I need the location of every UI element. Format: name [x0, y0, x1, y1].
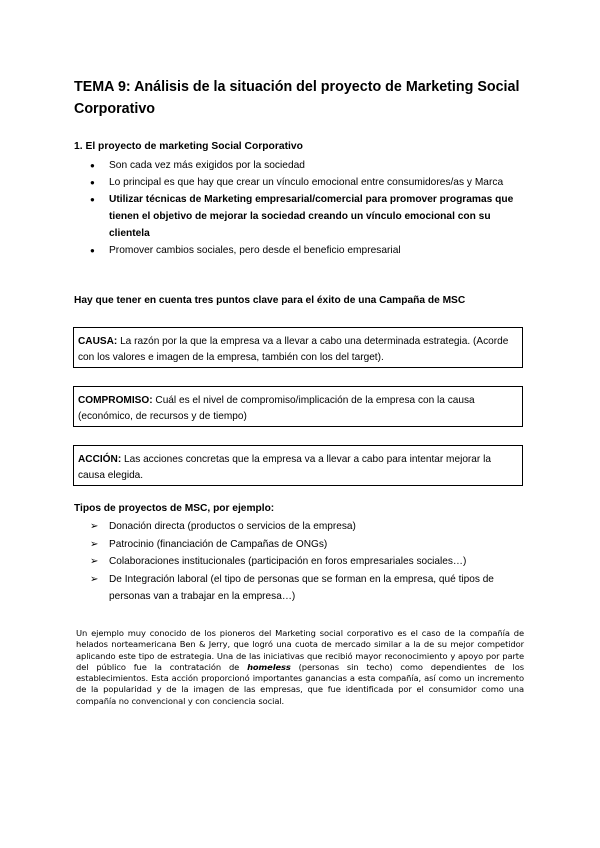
compromiso-box: [73, 386, 523, 427]
paragraph-text: (personas sin techo) como dependientes de los establecimientos. Esta acción proporcionó importantes ganancias a esta compañía, así como un incremento de la popularidad y de la imagen de las empresas, que fue identificada por el consumidor como una compañía no convencional y con conciencia social.: [76, 661, 524, 706]
box-text: Cuál es el nivel de compromiso/implicación de la empresa con la causa (económico, de recursos y de tiempo): [78, 395, 475, 422]
list-item: [90, 174, 530, 191]
bullet-icon: ●: [90, 161, 95, 170]
paragraph-text: Un ejemplo muy conocido de los pioneros del Marketing social corporativo es el caso de la compañía de helados norteamericana Ben & Jerry, que logró una cuota de mercado similar a la de su mejor competidor aplicando este tipo de estrategia. Una de las iniciativas que recibió mayor reconocimiento y apoyo por parte del público fue la contratación de: [76, 628, 524, 672]
list-item: [90, 242, 530, 259]
causa-box: [73, 327, 523, 368]
list-item: [90, 553, 530, 571]
box-label: ACCIÓN:: [78, 454, 122, 465]
list-item-text: De Integración laboral (el tipo de personas que se forman en la empresa, qué tipos de personas van a trabajar en la empresa…): [109, 573, 494, 602]
box-label: CAUSA:: [78, 336, 118, 347]
arrow-bullet-icon: ➢: [90, 538, 99, 550]
list-item: [90, 571, 530, 606]
key-points-intro: Hay que tener en cuenta tres puntos clave para el éxito de una Campaña de MSC: [74, 295, 466, 306]
list-item: [90, 157, 530, 174]
example-paragraph: [76, 628, 524, 707]
arrow-bullet-icon: ➢: [90, 521, 99, 532]
list-item-text: Son cada vez más exigidos por la sociedad: [109, 160, 305, 171]
list-item-text: Donación directa (productos o servicios de la empresa): [109, 521, 356, 532]
types-list: [90, 518, 530, 606]
arrow-bullet-icon: ➢: [90, 556, 99, 567]
box-label: COMPROMISO:: [78, 395, 153, 406]
accion-box: [73, 445, 523, 486]
list-item-text: Patrocinio (financiación de Campañas de ONGs): [109, 538, 328, 550]
arrow-bullet-icon: ➢: [90, 573, 99, 585]
page-title: TEMA 9: Análisis de la situación del proyecto de Marketing Social Corporativo: [74, 79, 520, 117]
paragraph-emphasis: homeless: [247, 661, 291, 672]
box-text: La razón por la que la empresa va a llevar a cabo una determinada estrategia. (Acorde con los valores e imagen de la empresa, también con los del target).: [78, 336, 509, 363]
list-item-text: Lo principal es que hay que crear un vínculo emocional entre consumidores/as y Marca: [109, 177, 504, 188]
bullet-icon: ●: [90, 195, 95, 204]
list-item: [90, 518, 530, 536]
bullet-list: [90, 157, 530, 259]
bullet-icon: ●: [90, 246, 95, 255]
section-heading: 1. El proyecto de marketing Social Corporativo: [74, 141, 303, 152]
list-item-text: Promover cambios sociales, pero desde el beneficio empresarial: [109, 245, 401, 256]
list-item: [90, 191, 530, 242]
types-heading: Tipos de proyectos de MSC, por ejemplo:: [74, 503, 275, 514]
list-item-text: Utilizar técnicas de Marketing empresarial/comercial para promover programas que tienen el objetivo de mejorar la sociedad creando un vínculo emocional con su clientela: [109, 194, 514, 239]
list-item-text: Colaboraciones institucionales (participación en foros empresariales sociales…): [109, 556, 467, 567]
list-item: [90, 536, 530, 554]
bullet-icon: ●: [90, 178, 95, 187]
box-text: Las acciones concretas que la empresa va a llevar a cabo para intentar mejorar la causa elegida.: [78, 454, 491, 481]
